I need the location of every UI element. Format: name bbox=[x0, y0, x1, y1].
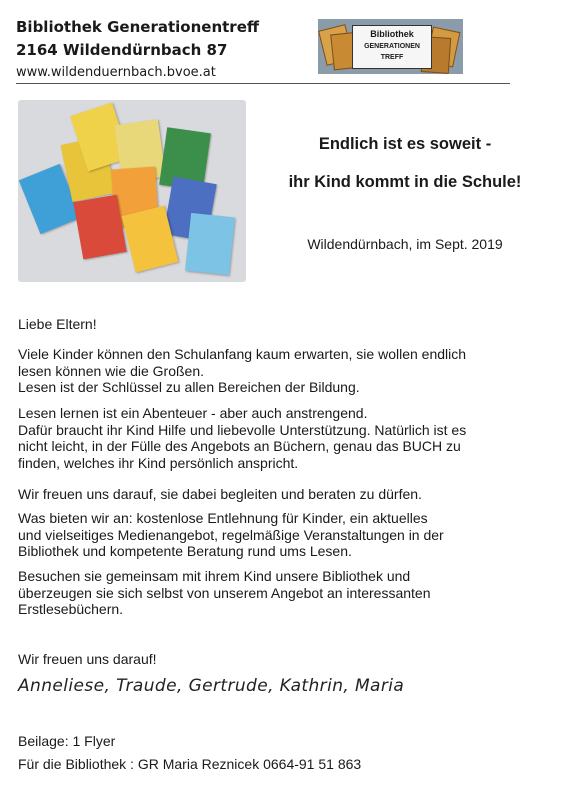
paragraph-4 bbox=[18, 510, 538, 560]
website-url: www.wildenduernbach.bvoe.at bbox=[16, 65, 216, 80]
paragraph-line: Viele Kinder können den Schulanfang kaum erwarten, sie wollen endlich bbox=[18, 346, 467, 362]
library-logo bbox=[318, 19, 463, 74]
paragraph-line: Lesen ist der Schlüssel zu allen Bereichen der Bildung. bbox=[18, 379, 360, 395]
paragraph-line: Bibliothek und kompetente Beratung rund ums Lesen. bbox=[18, 543, 352, 559]
closing: Wir freuen uns darauf! bbox=[18, 651, 157, 667]
logo-text-line3: TREFF bbox=[380, 54, 404, 61]
book-cover bbox=[185, 213, 235, 275]
logo-text-line1: Bibliothek bbox=[370, 29, 414, 39]
headline-line2: ihr Kind kommt in die Schule! bbox=[288, 173, 522, 191]
paragraph-line: überzeugen sie sich selbst von unserem Angebot an interessanten bbox=[18, 584, 431, 601]
logo-label bbox=[352, 25, 432, 69]
paragraph-line: und vielseitiges Medienangebot, regelmäßige Veranstaltungen in der bbox=[18, 526, 444, 543]
organization-address: 2164 Wildendürnbach 87 bbox=[16, 41, 228, 59]
paragraph-line: lesen können wie die Großen. bbox=[18, 362, 204, 379]
paragraph-3: Wir freuen uns darauf, sie dabei begleiten und beraten zu dürfen. bbox=[18, 486, 422, 502]
organization-name: Bibliothek Generationentreff bbox=[16, 18, 260, 36]
contact-line: Für die Bibliothek : GR Maria Reznicek 0664-91 51 863 bbox=[18, 756, 362, 772]
paragraph-line: finden, welches ihr Kind persönlich anspricht. bbox=[18, 454, 299, 471]
paragraph-line: Besuchen sie gemeinsam mit ihrem Kind unsere Bibliothek und bbox=[18, 568, 411, 584]
paragraph-line: Lesen lernen ist ein Abenteuer - aber auch anstrengend. bbox=[18, 405, 368, 421]
books-photo bbox=[18, 100, 246, 282]
enclosure-note: Beilage: 1 Flyer bbox=[18, 733, 116, 749]
paragraph-line: nicht leicht, in der Fülle des Angebots an Büchern, genau das BUCH zu bbox=[18, 438, 461, 454]
paragraph-5 bbox=[18, 568, 538, 618]
paragraph-line: Was bieten wir an: kostenlose Entlehnung für Kinder, ein aktuelles bbox=[18, 510, 428, 526]
salutation: Liebe Eltern! bbox=[18, 316, 97, 332]
paragraph-line: Dafür braucht ihr Kind Hilfe und liebevolle Unterstützung. Natürlich ist es bbox=[18, 421, 467, 438]
header-divider bbox=[16, 83, 510, 84]
logo-text-line2: GENERATIONEN bbox=[364, 43, 420, 50]
paragraph-line: Erstlesebüchern. bbox=[18, 601, 124, 617]
signature: Anneliese, Traude, Gertrude, Kathrin, Maria bbox=[18, 676, 405, 696]
headline-line1: Endlich ist es soweit - bbox=[318, 135, 492, 153]
place-and-date: Wildendürnbach, im Sept. 2019 bbox=[307, 236, 503, 252]
paragraph-1 bbox=[18, 346, 538, 396]
paragraph-2 bbox=[18, 405, 538, 471]
